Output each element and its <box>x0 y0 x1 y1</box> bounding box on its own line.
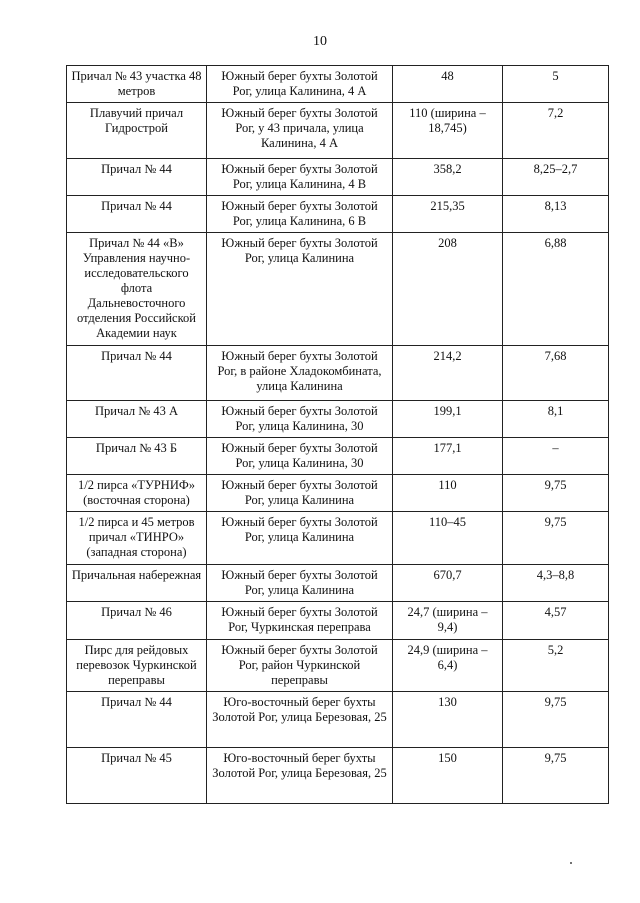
berth-name-cell: Причал № 44 <box>67 159 207 196</box>
berth-depth-cell: 4,57 <box>503 602 609 640</box>
table-row <box>67 565 609 602</box>
berth-name-cell: 1/2 пирса «ТУРНИФ» (восточная сторона) <box>67 475 207 512</box>
berths-table <box>66 65 609 804</box>
berths-table-body <box>67 66 609 804</box>
berth-depth-cell: 7,2 <box>503 103 609 159</box>
berth-depth-cell: 8,13 <box>503 196 609 233</box>
table-row <box>67 475 609 512</box>
berth-location-cell: Юго-восточный берег бухты Золотой Рог, улица Березовая, 25 <box>207 692 393 748</box>
berth-depth-cell: 9,75 <box>503 692 609 748</box>
berth-location-cell: Южный берег бухты Золотой Рог, улица Калинина, 4 В <box>207 159 393 196</box>
table-row <box>67 401 609 438</box>
berth-length-cell: 670,7 <box>393 565 503 602</box>
berth-length-cell: 110 (ширина – 18,745) <box>393 103 503 159</box>
page-number: 10 <box>313 34 327 49</box>
berth-length-cell: 48 <box>393 66 503 103</box>
berth-location-cell: Южный берег бухты Золотой Рог, улица Калинина, 6 В <box>207 196 393 233</box>
table-row <box>67 233 609 346</box>
table-row <box>67 438 609 475</box>
berth-name-cell: Причал № 44 <box>67 346 207 401</box>
berth-location-cell: Южный берег бухты Золотой Рог, у 43 причала, улица Калинина, 4 А <box>207 103 393 159</box>
berth-length-cell: 208 <box>393 233 503 346</box>
berth-name-cell: 1/2 пирса и 45 метров причал «ТИНРО» (западная сторона) <box>67 512 207 565</box>
berth-length-cell: 214,2 <box>393 346 503 401</box>
berth-depth-cell: 5 <box>503 66 609 103</box>
berth-name-cell: Причал № 44 «В» Управления научно-исследовательского флота Дальневосточного отделения Российской Академии наук <box>67 233 207 346</box>
berth-name-cell: Причальная набережная <box>67 565 207 602</box>
berth-depth-cell: 8,1 <box>503 401 609 438</box>
berth-depth-cell: 9,75 <box>503 748 609 804</box>
table-row <box>67 512 609 565</box>
berth-name-cell: Причал № 44 <box>67 196 207 233</box>
berth-name-cell: Причал № 45 <box>67 748 207 804</box>
berth-length-cell: 110–45 <box>393 512 503 565</box>
table-row <box>67 748 609 804</box>
scan-speck <box>570 862 572 864</box>
table-row <box>67 66 609 103</box>
berth-length-cell: 215,35 <box>393 196 503 233</box>
berth-location-cell: Южный берег бухты Золотой Рог, Чуркинская переправа <box>207 602 393 640</box>
berth-location-cell: Юго-восточный берег бухты Золотой Рог, улица Березовая, 25 <box>207 748 393 804</box>
berth-name-cell: Причал № 43 участка 48 метров <box>67 66 207 103</box>
table-row <box>67 103 609 159</box>
berth-depth-cell: – <box>503 438 609 475</box>
berth-location-cell: Южный берег бухты Золотой Рог, улица Калинина <box>207 475 393 512</box>
table-row <box>67 346 609 401</box>
table-row <box>67 602 609 640</box>
berth-length-cell: 24,7 (ширина – 9,4) <box>393 602 503 640</box>
berth-length-cell: 177,1 <box>393 438 503 475</box>
table-row <box>67 692 609 748</box>
berth-name-cell: Плавучий причал Гидрострой <box>67 103 207 159</box>
berth-depth-cell: 9,75 <box>503 512 609 565</box>
table-row <box>67 196 609 233</box>
berth-depth-cell: 7,68 <box>503 346 609 401</box>
berth-depth-cell: 6,88 <box>503 233 609 346</box>
berth-location-cell: Южный берег бухты Золотой Рог, улица Калинина <box>207 233 393 346</box>
berth-location-cell: Южный берег бухты Золотой Рог, район Чуркинской переправы <box>207 640 393 692</box>
berth-name-cell: Пирс для рейдовых перевозок Чуркинской переправы <box>67 640 207 692</box>
berth-location-cell: Южный берег бухты Золотой Рог, улица Калинина, 30 <box>207 438 393 475</box>
berth-location-cell: Южный берег бухты Золотой Рог, улица Калинина <box>207 512 393 565</box>
berth-length-cell: 358,2 <box>393 159 503 196</box>
berth-depth-cell: 8,25–2,7 <box>503 159 609 196</box>
berth-name-cell: Причал № 46 <box>67 602 207 640</box>
table-row <box>67 159 609 196</box>
berth-length-cell: 130 <box>393 692 503 748</box>
berth-length-cell: 150 <box>393 748 503 804</box>
berth-length-cell: 24,9 (ширина – 6,4) <box>393 640 503 692</box>
berth-depth-cell: 5,2 <box>503 640 609 692</box>
berth-name-cell: Причал № 44 <box>67 692 207 748</box>
berth-depth-cell: 4,3–8,8 <box>503 565 609 602</box>
berth-depth-cell: 9,75 <box>503 475 609 512</box>
berth-location-cell: Южный берег бухты Золотой Рог, улица Калинина, 30 <box>207 401 393 438</box>
berth-length-cell: 110 <box>393 475 503 512</box>
table-row <box>67 640 609 692</box>
berth-length-cell: 199,1 <box>393 401 503 438</box>
berth-name-cell: Причал № 43 А <box>67 401 207 438</box>
berth-location-cell: Южный берег бухты Золотой Рог, улица Калинина <box>207 565 393 602</box>
berth-location-cell: Южный берег бухты Золотой Рог, в районе Хладокомбината, улица Калинина <box>207 346 393 401</box>
berth-name-cell: Причал № 43 Б <box>67 438 207 475</box>
berth-location-cell: Южный берег бухты Золотой Рог, улица Калинина, 4 А <box>207 66 393 103</box>
